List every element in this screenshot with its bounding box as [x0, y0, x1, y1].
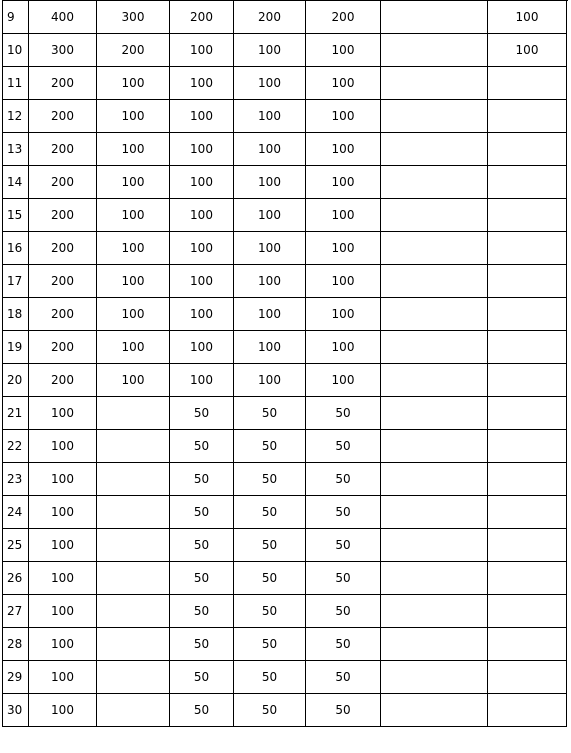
- table-cell: 200: [29, 199, 97, 232]
- table-cell: 50: [234, 430, 306, 463]
- table-cell: 200: [29, 298, 97, 331]
- table-cell: 50: [234, 562, 306, 595]
- table-row: [3, 397, 567, 430]
- row-number-cell: 30: [3, 694, 29, 727]
- table-row: [3, 265, 567, 298]
- table-cell: [381, 496, 488, 529]
- table-cell: [488, 133, 567, 166]
- table-row: [3, 298, 567, 331]
- row-number-cell: 24: [3, 496, 29, 529]
- table-cell: 50: [234, 595, 306, 628]
- row-number-cell: 25: [3, 529, 29, 562]
- table-cell: 100: [170, 100, 234, 133]
- table-cell: [381, 694, 488, 727]
- table-cell: [488, 331, 567, 364]
- table-cell: 100: [170, 298, 234, 331]
- table-row: [3, 232, 567, 265]
- table-row: [3, 166, 567, 199]
- table-cell: [488, 529, 567, 562]
- table-cell: [381, 463, 488, 496]
- table-cell: [381, 331, 488, 364]
- table-row: [3, 595, 567, 628]
- table-cell: 100: [97, 100, 170, 133]
- table-cell: 50: [306, 496, 381, 529]
- table-cell: 200: [170, 1, 234, 34]
- table-cell: 200: [29, 133, 97, 166]
- table-cell: [381, 199, 488, 232]
- table-cell: [381, 595, 488, 628]
- row-number-cell: 28: [3, 628, 29, 661]
- table-cell: 100: [306, 166, 381, 199]
- table-cell: 200: [29, 364, 97, 397]
- row-number-cell: 14: [3, 166, 29, 199]
- quantity-table: [2, 0, 567, 727]
- table-cell: 200: [29, 100, 97, 133]
- table-cell: [97, 661, 170, 694]
- table-cell: [488, 298, 567, 331]
- table-cell: [488, 595, 567, 628]
- table-cell: 100: [306, 298, 381, 331]
- table-cell: [488, 463, 567, 496]
- table-cell: [381, 34, 488, 67]
- table-cell: 50: [306, 628, 381, 661]
- table-cell: 100: [29, 595, 97, 628]
- table-cell: [381, 661, 488, 694]
- table-cell: 100: [97, 331, 170, 364]
- table-row: [3, 1, 567, 34]
- row-number-cell: 10: [3, 34, 29, 67]
- table-row: [3, 628, 567, 661]
- table-cell: 200: [29, 265, 97, 298]
- table-cell: 100: [170, 133, 234, 166]
- table-cell: 100: [234, 331, 306, 364]
- table-cell: [488, 364, 567, 397]
- table-cell: 100: [97, 364, 170, 397]
- table-cell: 50: [306, 529, 381, 562]
- table-cell: 50: [170, 463, 234, 496]
- table-cell: 100: [29, 463, 97, 496]
- table-cell: 100: [29, 694, 97, 727]
- table-cell: 100: [234, 364, 306, 397]
- table-cell: [488, 694, 567, 727]
- table-row: [3, 67, 567, 100]
- table-cell: 200: [29, 166, 97, 199]
- table-cell: 200: [97, 34, 170, 67]
- table-cell: 100: [29, 661, 97, 694]
- table-cell: 50: [170, 562, 234, 595]
- table-cell: [97, 463, 170, 496]
- table-cell: 50: [306, 562, 381, 595]
- table-cell: 100: [170, 265, 234, 298]
- table-cell: 100: [234, 100, 306, 133]
- table-row: [3, 331, 567, 364]
- table-cell: 50: [306, 661, 381, 694]
- table-cell: [381, 133, 488, 166]
- table-row: [3, 34, 567, 67]
- page-edge-mark: [560, 0, 568, 1]
- table-cell: [488, 232, 567, 265]
- table-cell: 100: [170, 331, 234, 364]
- table-cell: 100: [97, 199, 170, 232]
- table-row: [3, 199, 567, 232]
- table-cell: [97, 595, 170, 628]
- table-row: [3, 364, 567, 397]
- table-row: [3, 463, 567, 496]
- table-cell: 100: [306, 232, 381, 265]
- table-row: [3, 694, 567, 727]
- row-number-cell: 20: [3, 364, 29, 397]
- table-cell: 100: [306, 34, 381, 67]
- row-number-cell: 11: [3, 67, 29, 100]
- row-number-cell: 9: [3, 1, 29, 34]
- table-cell: 200: [234, 1, 306, 34]
- row-number-cell: 23: [3, 463, 29, 496]
- table-cell: 100: [306, 133, 381, 166]
- table-cell: 100: [29, 562, 97, 595]
- table-cell: [488, 562, 567, 595]
- table-cell: [381, 265, 488, 298]
- table-cell: [381, 1, 488, 34]
- table-row: [3, 562, 567, 595]
- table-cell: 100: [170, 199, 234, 232]
- table-cell: 100: [97, 133, 170, 166]
- table-cell: 100: [234, 232, 306, 265]
- table-cell: [488, 265, 567, 298]
- table-cell: 100: [488, 34, 567, 67]
- table-cell: 100: [170, 364, 234, 397]
- table-cell: 50: [306, 463, 381, 496]
- table-cell: 50: [170, 595, 234, 628]
- table-cell: 100: [170, 34, 234, 67]
- table-row: [3, 430, 567, 463]
- table-cell: [381, 67, 488, 100]
- row-number-cell: 12: [3, 100, 29, 133]
- row-number-cell: 15: [3, 199, 29, 232]
- table-cell: [488, 199, 567, 232]
- table-cell: 50: [306, 430, 381, 463]
- table-row: [3, 133, 567, 166]
- row-number-cell: 17: [3, 265, 29, 298]
- table-row: [3, 100, 567, 133]
- table-cell: [381, 397, 488, 430]
- table-cell: 400: [29, 1, 97, 34]
- table-cell: [381, 529, 488, 562]
- table-cell: 100: [170, 67, 234, 100]
- row-number-cell: 27: [3, 595, 29, 628]
- table-cell: 50: [170, 694, 234, 727]
- table-cell: 50: [170, 496, 234, 529]
- table-cell: 100: [97, 265, 170, 298]
- table-cell: 50: [306, 397, 381, 430]
- table-cell: 300: [29, 34, 97, 67]
- table-cell: 100: [306, 364, 381, 397]
- table-cell: [488, 67, 567, 100]
- table-cell: 100: [306, 331, 381, 364]
- table-cell: [488, 166, 567, 199]
- table-cell: 100: [234, 133, 306, 166]
- row-number-cell: 29: [3, 661, 29, 694]
- row-number-cell: 18: [3, 298, 29, 331]
- table-row: [3, 529, 567, 562]
- table-cell: 50: [170, 661, 234, 694]
- table-cell: 200: [306, 1, 381, 34]
- table-cell: [97, 562, 170, 595]
- table-row: [3, 661, 567, 694]
- table-cell: 50: [170, 529, 234, 562]
- table-cell: 200: [29, 67, 97, 100]
- table-cell: 100: [97, 166, 170, 199]
- table-cell: 100: [306, 67, 381, 100]
- table-cell: 100: [97, 67, 170, 100]
- table-cell: [381, 298, 488, 331]
- table-cell: 50: [234, 694, 306, 727]
- table-cell: [488, 100, 567, 133]
- table-cell: 100: [170, 166, 234, 199]
- table-cell: 50: [234, 628, 306, 661]
- table-cell: 50: [234, 529, 306, 562]
- row-number-cell: 26: [3, 562, 29, 595]
- table-cell: [488, 397, 567, 430]
- table-cell: [488, 628, 567, 661]
- table-cell: [97, 628, 170, 661]
- table-cell: 50: [170, 397, 234, 430]
- table-cell: [381, 430, 488, 463]
- table-cell: 100: [306, 100, 381, 133]
- table-cell: 100: [234, 34, 306, 67]
- table-cell: [381, 628, 488, 661]
- table-cell: 100: [29, 529, 97, 562]
- table-cell: 50: [306, 595, 381, 628]
- table-cell: 100: [97, 232, 170, 265]
- table-cell: 50: [234, 397, 306, 430]
- table-cell: 100: [29, 496, 97, 529]
- table-cell: 100: [234, 166, 306, 199]
- table-cell: [488, 661, 567, 694]
- table-cell: 100: [97, 298, 170, 331]
- table-cell: 50: [306, 694, 381, 727]
- table-cell: 100: [29, 397, 97, 430]
- table-cell: [381, 100, 488, 133]
- table-cell: 100: [170, 232, 234, 265]
- table-cell: [381, 232, 488, 265]
- table-cell: 50: [234, 496, 306, 529]
- table-cell: [488, 496, 567, 529]
- row-number-cell: 16: [3, 232, 29, 265]
- table-cell: 100: [234, 199, 306, 232]
- table-cell: 100: [306, 265, 381, 298]
- table-cell: [381, 364, 488, 397]
- table-cell: [97, 694, 170, 727]
- table-cell: [381, 562, 488, 595]
- table-cell: [381, 166, 488, 199]
- table-cell: [97, 496, 170, 529]
- row-number-cell: 19: [3, 331, 29, 364]
- row-number-cell: 13: [3, 133, 29, 166]
- table-cell: 100: [234, 265, 306, 298]
- table-cell: 100: [29, 628, 97, 661]
- table-cell: 300: [97, 1, 170, 34]
- table-cell: 50: [234, 661, 306, 694]
- row-number-cell: 22: [3, 430, 29, 463]
- table-cell: 100: [234, 298, 306, 331]
- table-cell: 200: [29, 232, 97, 265]
- table-cell: [97, 529, 170, 562]
- table-body: [3, 1, 567, 727]
- table-cell: 100: [488, 1, 567, 34]
- table-cell: 100: [306, 199, 381, 232]
- table-cell: 50: [170, 430, 234, 463]
- table-row: [3, 496, 567, 529]
- table-cell: 50: [170, 628, 234, 661]
- table-cell: 200: [29, 331, 97, 364]
- table-cell: [97, 430, 170, 463]
- table-cell: 50: [234, 463, 306, 496]
- table-cell: 100: [234, 67, 306, 100]
- table-cell: [488, 430, 567, 463]
- row-number-cell: 21: [3, 397, 29, 430]
- table-cell: 100: [29, 430, 97, 463]
- table-cell: [97, 397, 170, 430]
